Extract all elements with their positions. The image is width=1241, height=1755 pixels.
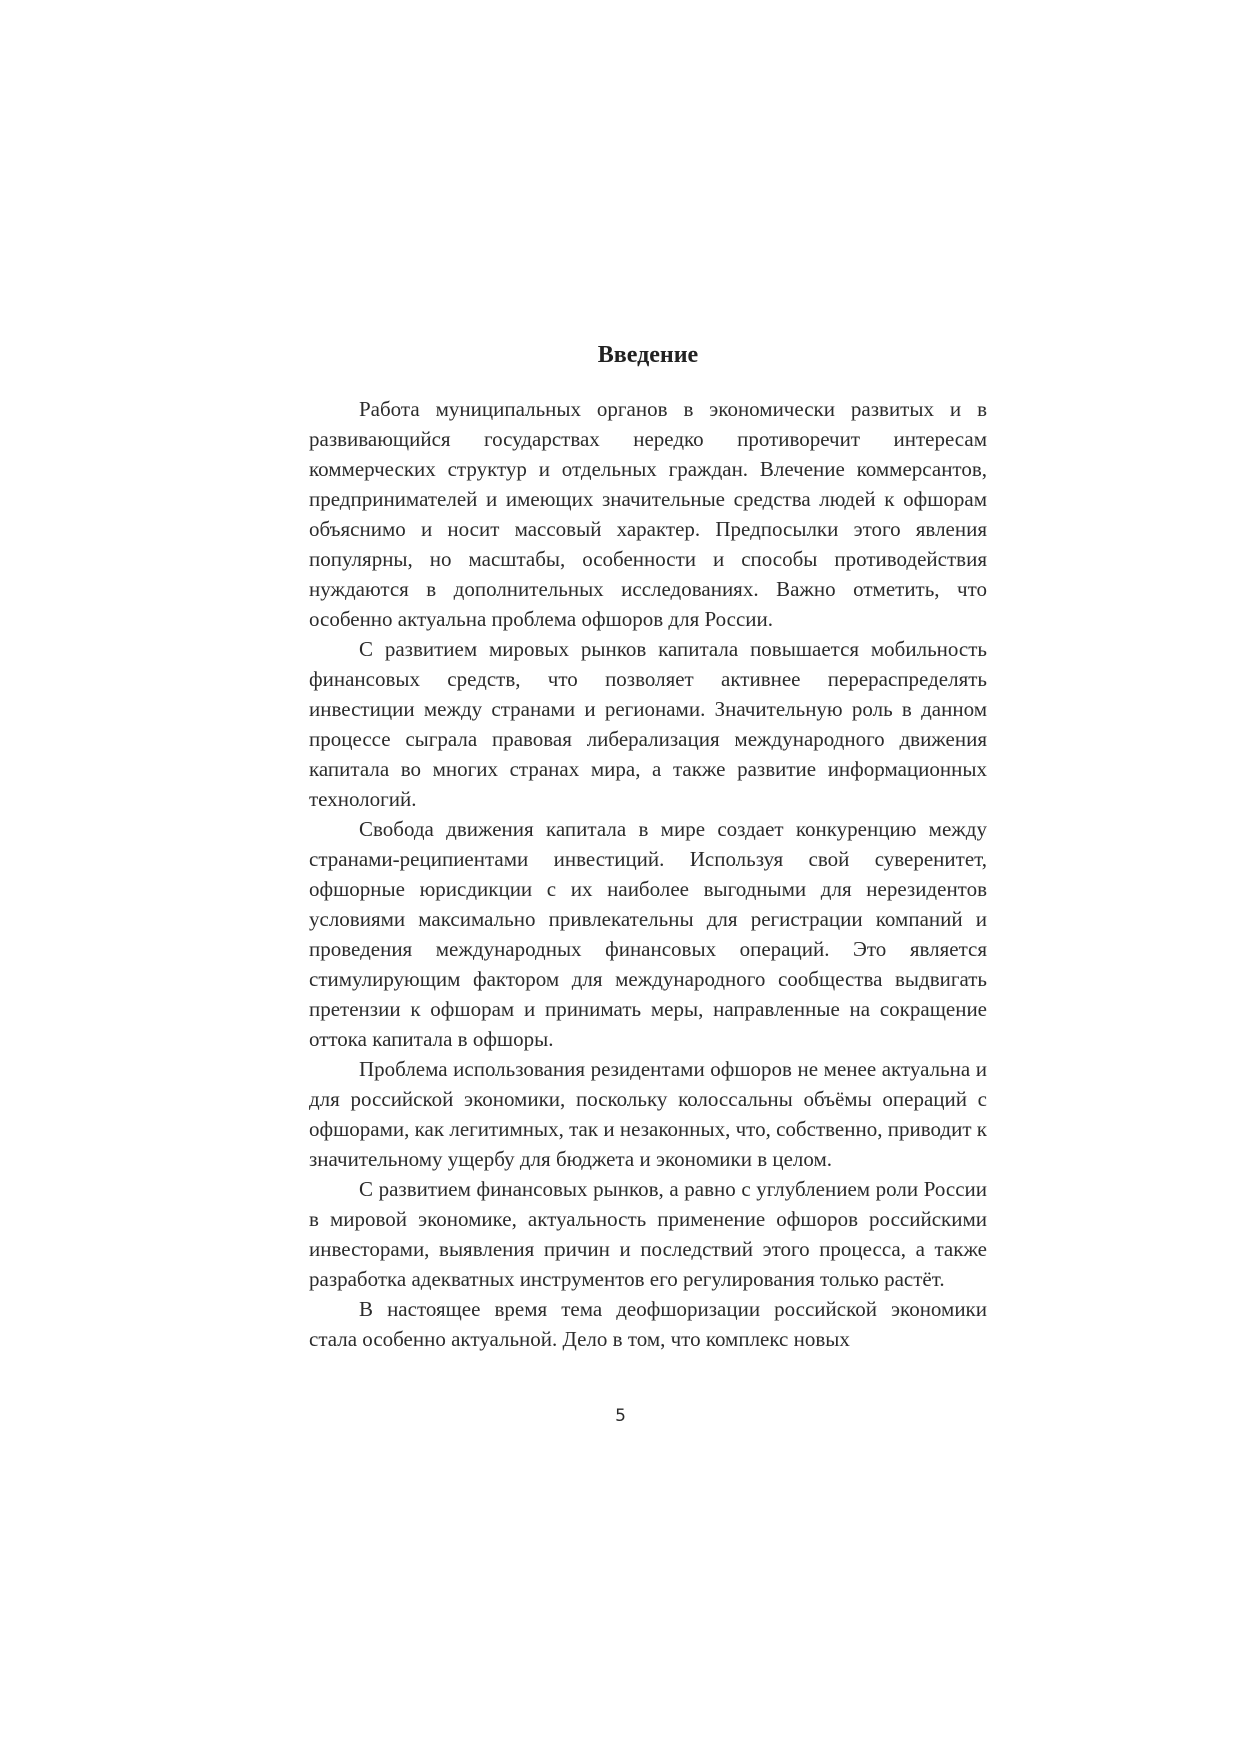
page-number: 5 [615,1406,626,1426]
paragraph: С развитием мировых рынков капитала повышается мобильность финансовых средств, что позволяет активнее перераспределять инвестиции между странами и регионами. Значительную роль в данном процессе сыграла правовая либерализация международного движения капитала во многих странах мира, а также развитие информационных технологий. [309,637,987,811]
paragraph: Работа муниципальных органов в экономически развитых и в развивающийся государствах нередко противоречит интересам коммерческих структур и отдельных граждан. Влечение коммерсантов, предпринимателей и имеющих значительные средства людей к офшорам объяснимо и носит массовый характер. Предпосылки этого явления популярны, но масштабы, особенности и способы противодействия нуждаются в дополнительных исследованиях. Важно отметить, что особенно актуальна проблема офшоров для России. [309,397,987,631]
paragraph: Проблема использования резидентами офшоров не менее актуальна и для российской экономики, поскольку колоссальны объёмы операций с офшорами, как легитимных, так и незаконных, что, собственно, приводит к значительному ущербу для бюджета и экономики в целом. [309,1057,987,1171]
paragraph: В настоящее время тема деофшоризации российской экономики стала особенно актуальной. Дело в том, что комплекс новых [309,1297,987,1351]
paragraph: Свобода движения капитала в мире создает конкуренцию между странами-реципиентами инвестиций. Используя свой суверенитет, офшорные юрисдикции с их наиболее выгодными для нерезидентов условиями максимально привлекательны для регистрации компаний и проведения международных финансовых операций. Это является стимулирующим фактором для международного сообщества выдвигать претензии к офшорам и принимать меры, направленные на сокращение оттока капитала в офшоры. [309,817,987,1051]
page-body [309,340,987,1354]
page-title: Введение [597,342,699,368]
paragraph: С развитием финансовых рынков, а равно с углублением роли России в мировой экономике, актуальность применение офшоров российскими инвесторами, выявления причин и последствий этого процесса, а также разработка адекватных инструментов его регулирования только растёт. [309,1177,987,1291]
